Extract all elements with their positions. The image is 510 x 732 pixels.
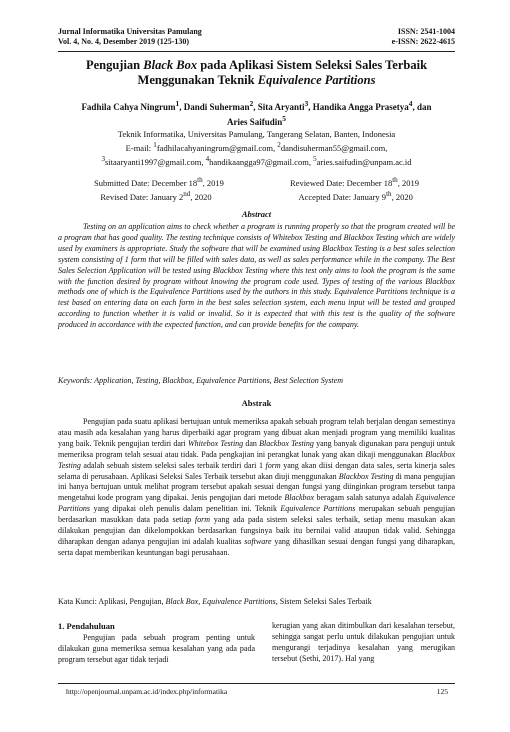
institution: Teknik Informatika, Universitas Pamulang, Tangerang Selatan, Banten, Indonesia (117, 129, 396, 139)
abstrak-heading: Abstrak (241, 398, 272, 408)
footer-rule (58, 683, 455, 684)
header-rule (58, 51, 455, 52)
intro-right-column: kerugian yang akan ditimbulkan dari kesalahan tersebut, sehingga sangat perlu untuk dilakukan pengujian untuk mengurangi terjadinya kesalahan yang merugikan tersebut (Sethi, 2017). Hal yang (272, 621, 455, 663)
keywords-indonesian: Kata Kunci: Aplikasi, Pengujian, Black Box, Equivalence Partitions, Sistem Seleksi Sales Terbaik (58, 597, 372, 606)
issn: ISSN: 2541-1004 (397, 27, 455, 36)
footer-url[interactable]: http://openjournal.unpam.ac.id/index.php/informatika (66, 687, 228, 696)
author-list: Fadhila Cahya Ningrum$^1$, Dandi Suherman$^2$, Sita Aryanti$^3$, Handika Angga Prasetya$^4$, dan Aries Saifudin$^5$ (81, 99, 432, 127)
author: Dandi Suherman (183, 102, 250, 112)
page-number: 125 (436, 687, 448, 696)
abstract-heading: Abstract (241, 209, 272, 219)
keywords-english: Keywords: Application, Testing, Blackbox, Equivalence Partitions, Best Selection System (58, 376, 343, 385)
journal-header (58, 27, 202, 47)
email-link[interactable]: aries.saifudin@unpam.ac.id (316, 156, 412, 167)
reviewed-date: Reviewed Date: December 18th, 2019 (290, 176, 419, 188)
email-link[interactable]: sitaaryanti1997@gmail.com (105, 156, 202, 167)
journal-name: Jurnal Informatika Universitas Pamulang (58, 27, 202, 36)
author: Sita Aryanti (257, 102, 305, 112)
author: Handika Angga Prasetya (312, 102, 409, 112)
author: Fadhila Cahya Ningrum (81, 102, 176, 112)
intro-left-column: Pengujian pada sebuah program penting untuk dilakukan guna memeriksa semua kesalahan yang ada pada program tersebut agar tidak terjadi (58, 633, 255, 664)
email-link[interactable]: fadhilacahyaningrum@gmail.com (156, 142, 274, 153)
submitted-date: Submitted Date: December 18th, 2019 (94, 176, 224, 188)
eissn: e-ISSN: 2622-4615 (391, 37, 455, 46)
affiliation: Teknik Informatika, Universitas Pamulang, Tangerang Selatan, Banten, Indonesia E-mail: $^1$fadhilacahyaningrum@gmail.com, $^2$dandisuherman55@gmail.com, $^3$sitaaryanti1997@gmail.com, $^4$handikaangga97@gmail.com, $^5$aries.saifudin@unpam.ac.id (58, 129, 455, 168)
author: Aries Saifudin (226, 117, 283, 127)
email-link[interactable]: dandisuherman55@gmail.com (280, 142, 386, 153)
abstract-indonesian: Pengujian pada suatu aplikasi bertujuan untuk memeriksa apakah sebuah program telah berjalan dengan semestinya atau masih ada kesalahan yang harus diperbaiki agar program yang dibuat akan menjadi program yang memiliki kualitas yang baik. Teknik pengujian terdiri dari Whitebox Testing dan Blackbox Testing yang banyak digunakan para penguji untuk memeriksa program telah sesuai atau tidak. Pada pengkajian ini perangkat lunak yang akan dikaji menggunakan Blackbox Testing adalah sebuah sistem seleksi sales terbaik terdiri dari 1 form yang akan diisi dengan data sales, serta kinerja sales selama di perusahaan. Aplikasi Seleksi Sales Terbaik tersebut akan diuji menggunakan Blackbox Testing di mana pengujian ini hanya bertujuan untuk melihat program tersebut apakah sesuai dengan fungsi yang diinginkan program tersebut tanpa mengetahui kode program yang dipakai. Jenis pengujian dari metode Blackbox beragam salah satunya adalah Equivalence Partitions yang dipakai oleh penulis dalam penelitian ini. Teknik Equivalence Partitions merupakan sebuah pengujian berdasarkan masukkan data pada setiap form yang ada pada sistem seleksi sales terbaik, setiap menu masukan akan dilakukan pengujian dan dikelompokkan berdasarkan fungsinya baik itu bernilai valid ataupun tidak valid. Sehingga diharapkan dengan adanya pengujian ini adalah kualitas software yang dihasilkan sesuai dengan fungsi yang diharapkan, serta dapat memberikan keuntungan bagi perusahaan. (58, 417, 456, 557)
journal-volume: Vol. 4, No. 4, Desember 2019 (125-130) (58, 37, 190, 46)
accepted-date: Accepted Date: January 9th, 2020 (298, 189, 413, 202)
section-heading: 1. Pendahuluan (58, 621, 115, 631)
email-link[interactable]: handikaangga97@gmail.com (209, 156, 309, 167)
issn-header (392, 27, 455, 47)
paper-title: Pengujian Black Box pada Aplikasi Sistem Seleksi Sales Terbaik Menggunakan Teknik Equivalence Partitions (85, 58, 428, 87)
abstract-english: Testing on an application aims to check whether a program is running properly so that the program created will be a program that has good quality. The testing technique consists of Whitebox Testing and Blackbox Testing which are widely used by examiners is appropriate. Study the software that will be examined using Blackbox Testing is a best sales selection system consisting of 1 form that will be filled with sales data, as well as sales performance while in the company. The Best Sales Selection Application will be tested using Blackbox Testing where this test only aims to look the program is the same with the function desired by program without knowing the program code used. Types of testing of the various Blackbox methods one of which is the Equivalence Partitions used by the authors in this study. Equivalence Partitions technique is a test based on entering data on each form in the best sales selection system, each menu input will be tested and grouped according to function whether it is valid or invalid. So it is expected that with this test is the quality of the software produced in accordance with the expected function, and can provide benefits for the company. (58, 222, 455, 330)
revised-date: Revised Date: January 2nd, 2020 (100, 189, 212, 202)
